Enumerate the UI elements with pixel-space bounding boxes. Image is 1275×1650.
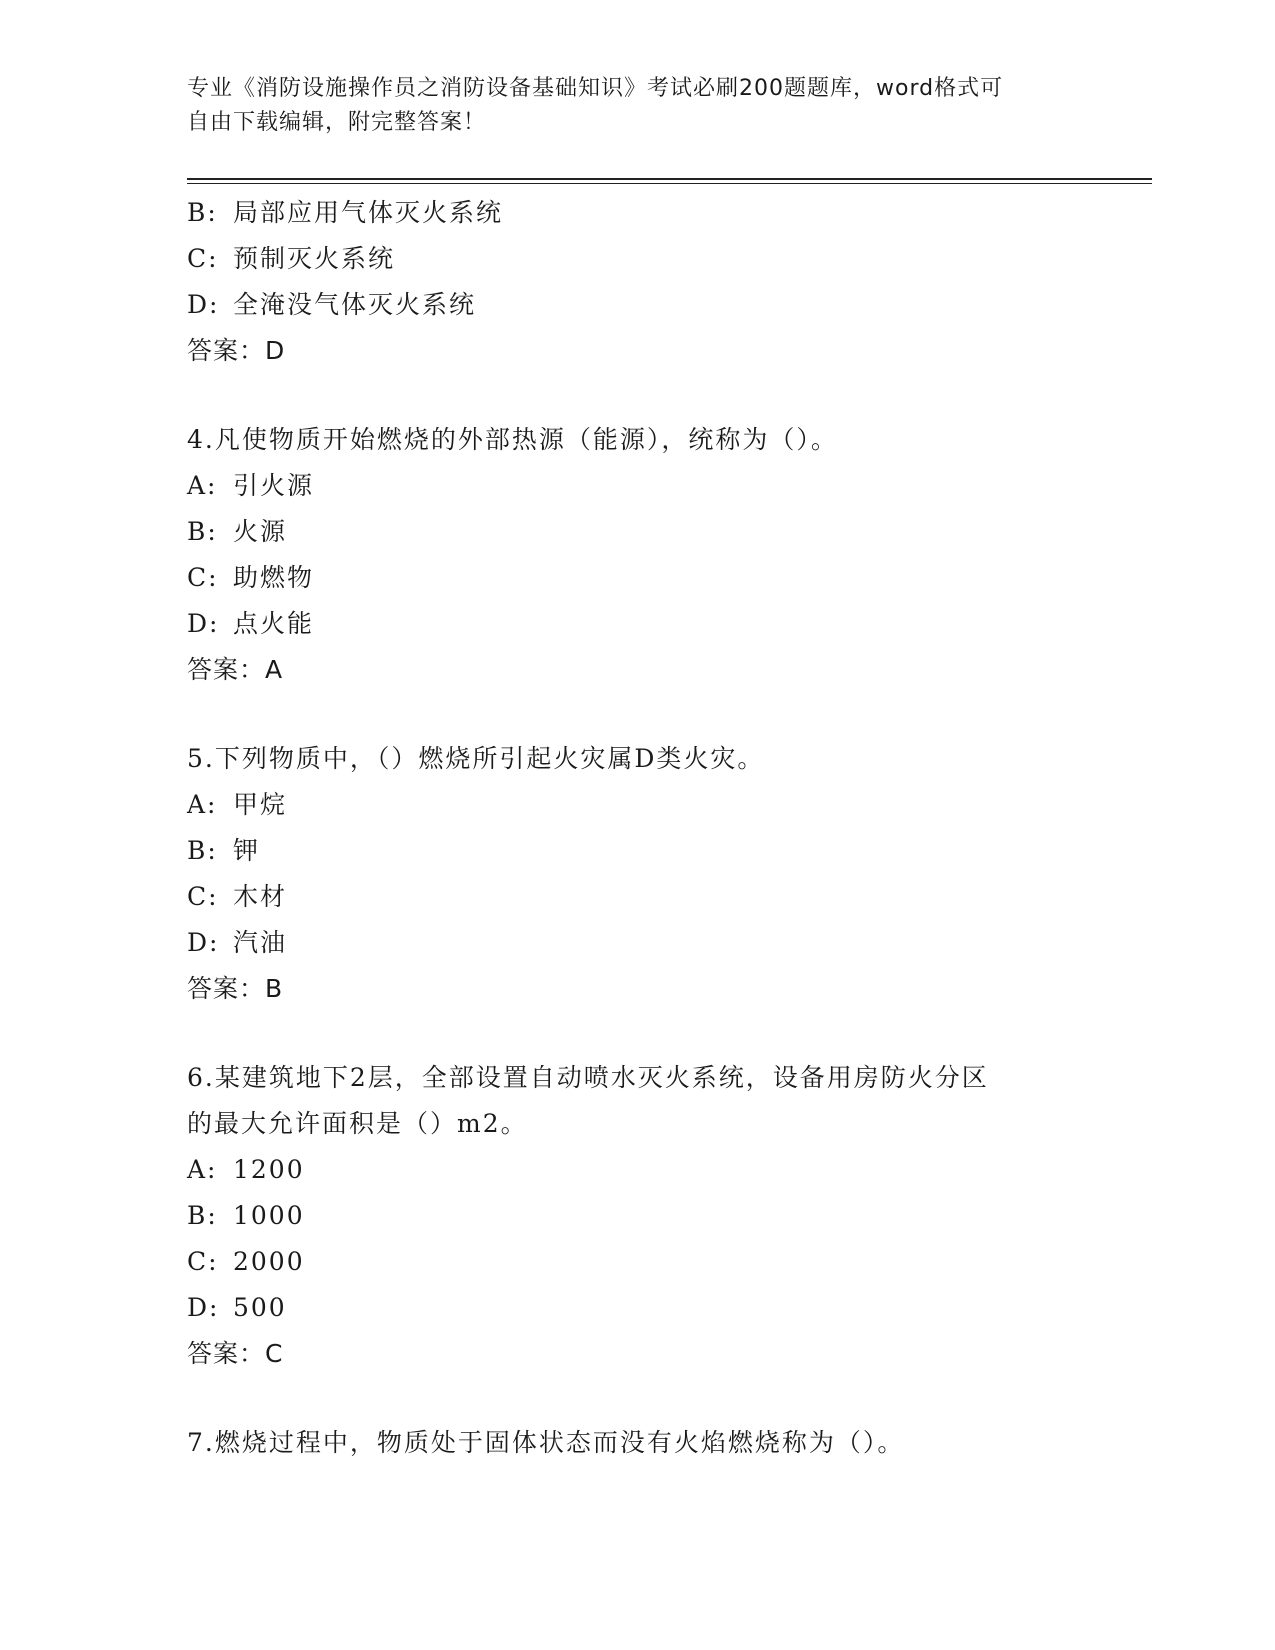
document-header: 专业《消防设施操作员之消防设备基础知识》考试必刷200题题库，word格式可 自由下载编辑，附完整答案！ xyxy=(187,76,1004,135)
option-c: C: 木材 xyxy=(187,882,288,911)
option-d: D: 点火能 xyxy=(187,609,315,638)
option-a: A: 甲烷 xyxy=(187,790,288,819)
option-b: B: 局部应用气体灭火系统 xyxy=(187,198,504,227)
question-list xyxy=(187,190,1087,1466)
option-b: B: 钾 xyxy=(187,836,261,865)
option-d: D: 500 xyxy=(187,1293,287,1322)
answer-line: 答案：D xyxy=(187,336,286,365)
option-c: C: 预制灭火系统 xyxy=(187,244,396,273)
question-5: 5.下列物质中，（）燃烧所引起火灾属D类火灾。 xyxy=(187,744,765,773)
question-4: 4.凡使物质开始燃烧的外部热源（能源），统称为（）。 xyxy=(187,425,838,454)
option-b: B: 1000 xyxy=(187,1201,305,1230)
option-c: C: 助燃物 xyxy=(187,563,315,592)
option-c: C: 2000 xyxy=(187,1247,305,1276)
question-6-line-1: 6.某建筑地下2层，全部设置自动喷水灭火系统，设备用房防火分区 xyxy=(187,1063,989,1092)
question-7: 7.燃烧过程中，物质处于固体状态而没有火焰燃烧称为（）。 xyxy=(187,1428,905,1457)
header-rule-thick xyxy=(187,178,1152,180)
answer-line: 答案：A xyxy=(187,655,284,684)
question-6-line-2: 的最大允许面积是（）m2。 xyxy=(187,1109,528,1138)
option-a: A: 1200 xyxy=(187,1155,305,1184)
answer-line: 答案：C xyxy=(187,1339,284,1368)
option-a: A: 引火源 xyxy=(187,471,315,500)
answer-line: 答案：B xyxy=(187,974,284,1003)
option-b: B: 火源 xyxy=(187,517,288,546)
header-rule-thin xyxy=(187,183,1152,184)
option-d: D: 汽油 xyxy=(187,928,288,957)
option-d: D: 全淹没气体灭火系统 xyxy=(187,290,477,319)
